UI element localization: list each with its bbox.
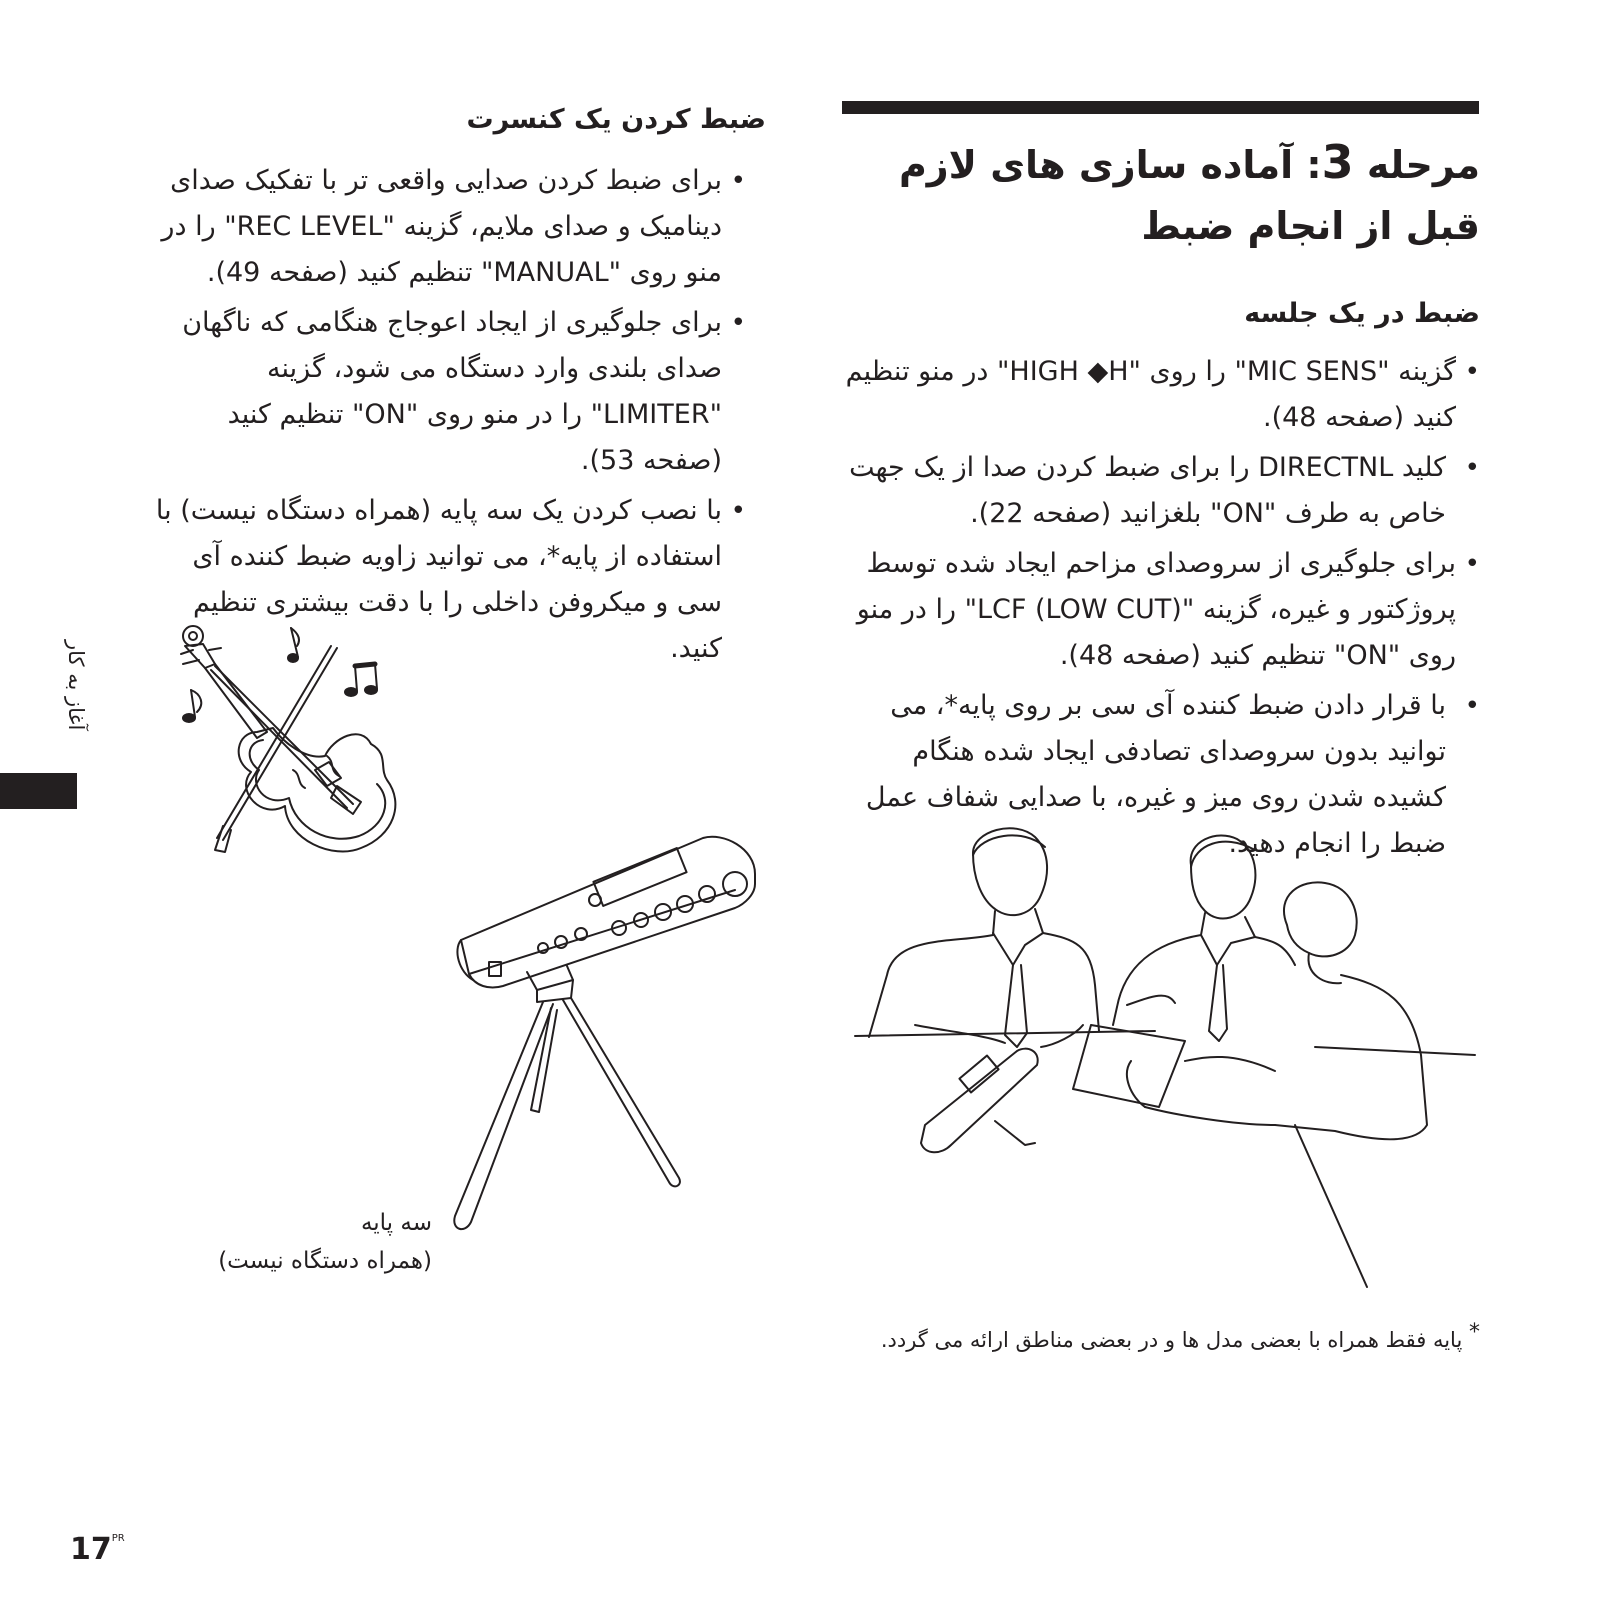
page-number-value: 17 [70,1532,112,1567]
list-item: • با نصب کردن یک سه پایه (همراه دستگاه نیست) با استفاده از پایه*، می توانید زاویه ضبط کننده آی سی و میکروفن داخلی را با دقت بیشتری تنظیم کنید. [146,488,746,672]
concert-bullet-list [146,158,746,676]
session-bullet-list [840,349,1480,871]
tripod-caption-note: (همراه دستگاه نیست) [218,1248,432,1274]
footnote-text: پایه فقط همراه با بعضی مدل ها و در بعضی مناطق ارائه می گردد. [880,1328,1463,1352]
tripod-caption-title: سه پایه [360,1210,432,1236]
page-number [70,1532,125,1567]
section-heading-session: ضبط در یک جلسه [1244,298,1480,329]
section-heading-concert: ضبط کردن یک کنسرت [466,104,766,135]
meeting-illustration [855,825,1475,1295]
side-tab-marker [0,773,77,809]
list-item: • برای ضبط کردن صدایی واقعی تر با تفکیک صدای دینامیک و صدای ملایم، گزینه "REC LEVEL" را در منو روی "MANUAL" تنظیم کنید (صفحه 49). [146,158,746,296]
side-tab-text: آغاز به کار [64,640,88,731]
tripod-recorder-illustration [455,850,775,1270]
section-rule [842,101,1479,114]
list-item: • با قرار دادن ضبط کننده آی سی بر روی پایه*، می توانید بدون سروصدای تصادفی ایجاد شده هنگام کشیده شدن روی میز و غیره، با صدایی شفاف عمل ضبط را انجام دهید. [840,683,1480,867]
title-step-number: 3 [1321,135,1354,189]
violin-illustration [165,620,425,880]
page-number-suffix: PR [111,1533,125,1544]
list-item: • کلید DIRECTNL را برای ضبط کردن صدا از یک جهت خاص به طرف "ON" بلغزانید (صفحه 22). [840,445,1480,537]
footnote-marker: * [1469,1320,1480,1345]
tripod-caption [218,1204,432,1280]
list-item: • گزینه "MIC SENS" را روی "HIGH ◆H" در منو تنظیم کنید (صفحه 48). [840,349,1480,441]
list-item: • برای جلوگیری از سروصدای مزاحم ایجاد شده توسط پروژکتور و غیره، گزینه "LCF (LOW CUT)" را در منو روی "ON" تنظیم کنید (صفحه 48). [840,541,1480,679]
title-prefix: مرحله [1366,143,1480,187]
list-item: • برای جلوگیری از ایجاد اعوجاج هنگامی که ناگهان صدای بلندی وارد دستگاه می شود، گزینه "LIMITER" را در منو روی "ON" تنظیم کنید (صفحه 53). [146,300,746,484]
title-text: : آماده سازی های لازم قبل از انجام ضبط [898,143,1480,248]
page-title [840,128,1480,256]
side-tab-label [60,640,92,760]
footnote [881,1320,1480,1352]
